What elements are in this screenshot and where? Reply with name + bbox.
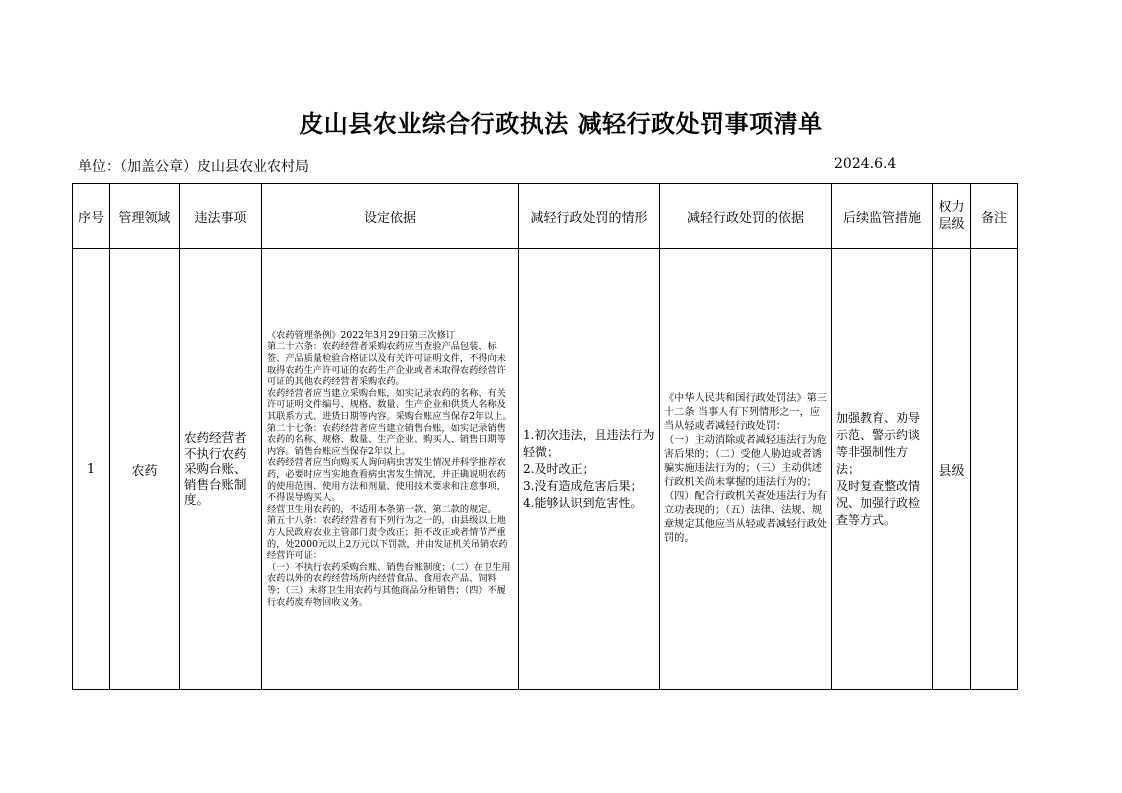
cell-legal-basis [660,249,832,690]
legal-basis-text: 《中华人民共和国行政处罚法》第三十二条 当事人有下列情形之一，应当从轻或者减轻行政处罚： （一）主动消除或者减轻违法行为危害后果的；（二）受他人胁迫或者诱骗实施违法行为的；（三）主动供述行政机关尚未掌握的违法行为的； （四）配合行政机关查处违法行为有立功表现的；（五）法律、法规、规章规定其他应当从轻或者减轻行政处罚的。 [664,393,827,544]
cell-basis [262,249,519,690]
header-supervision: 后续监管措施 [832,184,933,249]
cell-field: 农药 [110,249,180,690]
cell-remark [971,249,1018,690]
header-legal-basis: 减轻行政处罚的依据 [660,184,832,249]
cell-no: 1 [73,249,110,690]
cell-level: 县级 [933,249,971,690]
header-basis: 设定依据 [262,184,519,249]
table-header-row [73,184,1018,249]
header-violation: 违法事项 [180,184,262,249]
basis-text: 《农药管理条例》2022年3月29日第三次修订 第二十六条：农药经营者采购农药应当查验产品包装、标签、产品质量检验合格证以及有关许可证明文件，不得向未取得农药生产许可证的农药生产企业或者未取得农药经营许可证的其他农药经营者采购农药。 农药经营者应当建立采购台账，如实记录农药的名称、有关许可证明文件编号、规格、数量、生产企业和供货人名称及其联系方式、进货日期等内容。采购台账应当保存2年以上。 第二十七条：农药经营者应当建立销售台账，如实记录销售农药的名称、规格、数量、生产企业、购买人、销售日期等内容。销售台账应当保存2年以上。 农药经营者应当向购买人询问病虫害发生情况并科学推荐农药，必要时应当实地查看病虫害发生情况，并正确说明农药的使用范围、使用方法和剂量、使用技术要求和注意事项，不得误导购买人。 经营卫生用农药的，不适用本条第一款、第二款的规定。 第五十八条：农药经营者有下列行为之一的，由县级以上地方人民政府农业主管部门责令改正；拒不改正或者情节严重的，处2000元以上2万元以下罚款，并由发证机关吊销农药经营许可证： （一）不执行农药采购台账、销售台账制度；（二）在卫生用农药以外的农药经营场所内经营食品、食用农产品、饲料等；（三）未将卫生用农药与其他商品分柜销售；（四）不履行农药废弃物回收义务。 [267,329,512,608]
header-circumstances: 减轻行政处罚的情形 [519,184,660,249]
header-no: 序号 [73,184,110,249]
unit-label: 单位：（加盖公章）皮山县农业农村局 [78,159,309,175]
supervision-text: 加强教育、劝导示范、警示约谈等非强制性方法； 及时复查整改情况、加强行政检查等方式。 [836,410,921,527]
circumstances-text: 1.初次违法，且违法行为轻微； 2.及时改正； 3.没有造成危害后果； 4.能够认识到危害性。 [523,427,655,510]
header-level: 权力 层级 [933,184,971,249]
cell-violation: 农药经营者不执行农药采购台账、销售台账制度。 [180,249,262,690]
cell-supervision [832,249,933,690]
header-field: 管理领域 [110,184,180,249]
document-date: 2024.6.4 [834,156,897,172]
penalty-table [72,183,1018,690]
document-title: 皮山县农业综合行政执法 减轻行政处罚事项清单 [299,109,823,138]
cell-circumstances [519,249,660,690]
header-remark: 备注 [971,184,1018,249]
table-row [73,249,1018,690]
